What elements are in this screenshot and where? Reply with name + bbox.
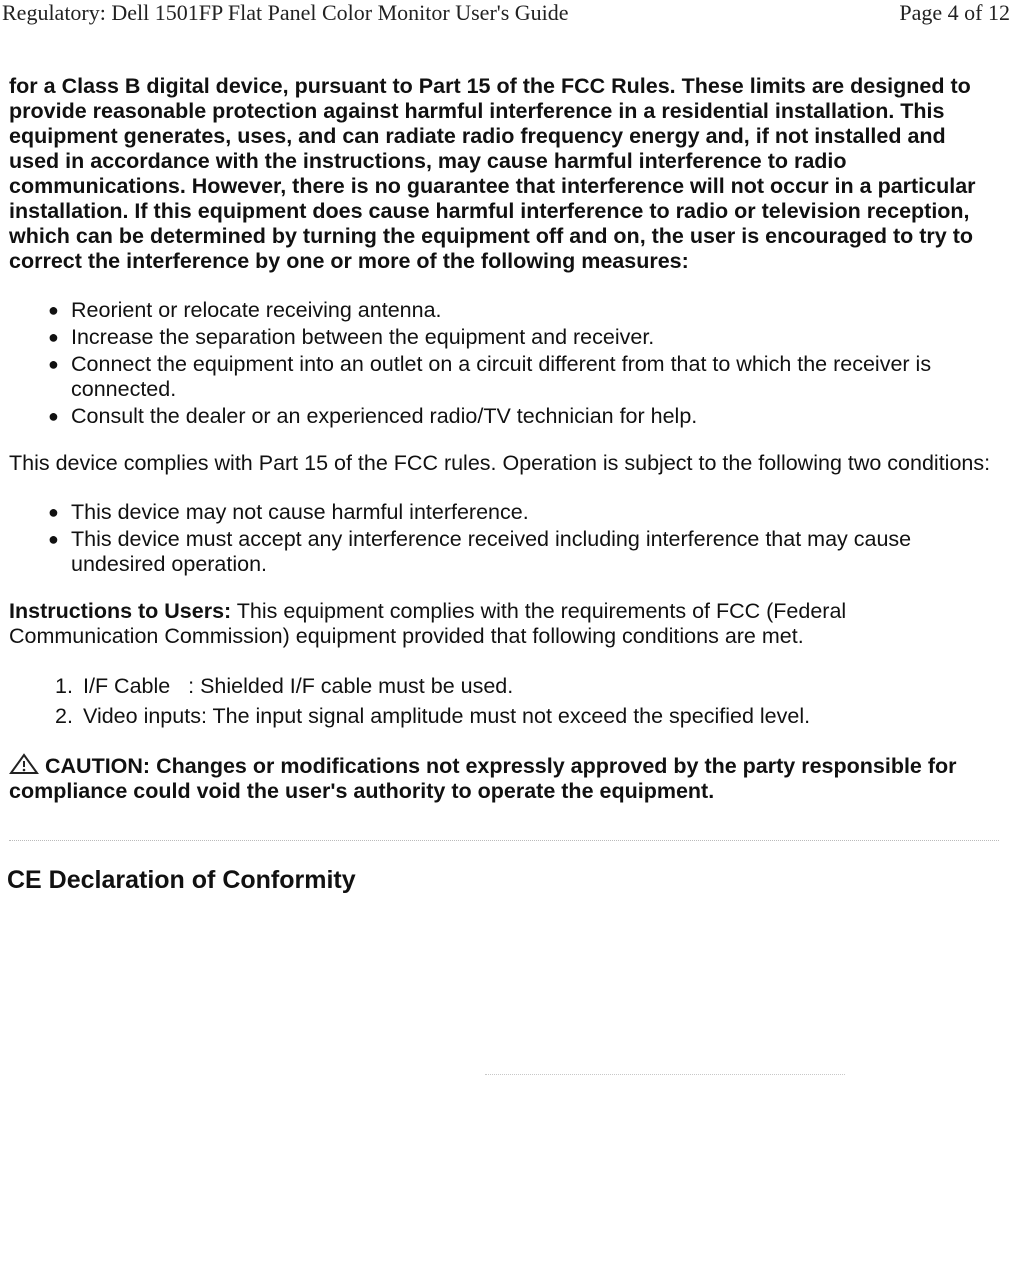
bullet-icon: ● [48, 502, 59, 522]
section-divider [9, 840, 999, 841]
list-item: ● Connect the equipment into an outlet on a circuit different from that to which the receiver is connected. [48, 352, 932, 401]
requirements-list [9, 671, 999, 731]
bullet-icon: ● [48, 327, 59, 347]
document-title: Regulatory: Dell 1501FP Flat Panel Color Monitor User's Guide [2, 0, 569, 25]
conditions-list [9, 500, 999, 577]
warning-triangle-icon [9, 753, 39, 775]
fcc-intro-paragraph: for a Class B digital device, pursuant to Part 15 of the FCC Rules. These limits are designed to provide reasonable protection against harmful interference in a residential installation. This equipment generates, uses, and can radiate radio frequency energy and, if not installed and used in accordance with the instructions, may cause harmful interference to radio communications. However, there is no guarantee that interference will not occur in a particular installation. If this equipment does cause harmful interference to radio or television reception, which can be determined by turning the equipment off and on, the user is encouraged to try to correct the interference by one or more of the following measures: [9, 74, 976, 273]
list-item: 1. I/F Cable : Shielded I/F cable must be used. [55, 674, 514, 698]
list-item: ● Increase the separation between the equipment and receiver. [48, 325, 655, 349]
list-item: ● Reorient or relocate receiving antenna. [48, 298, 442, 322]
caution-text: CAUTION: Changes or modifications not expressly approved by the party responsible for compliance could void the user's authority to operate the equipment. [9, 754, 957, 803]
interference-measures-list [9, 298, 999, 429]
page-header [2, 0, 1010, 30]
compliance-paragraph: This device complies with Part 15 of the FCC rules. Operation is subject to the following two conditions: [9, 451, 991, 475]
ce-declaration-heading: CE Declaration of Conformity [7, 866, 356, 894]
list-item: ● Consult the dealer or an experienced radio/TV technician for help. [48, 404, 698, 428]
page-number: Page 4 of 12 [899, 0, 1010, 25]
bullet-icon: ● [48, 300, 59, 320]
scan-artifact [485, 1074, 845, 1075]
bullet-icon: ● [48, 406, 59, 426]
instructions-paragraph [9, 599, 999, 649]
bullet-icon: ● [48, 354, 59, 374]
list-item: 2. Video inputs: The input signal amplitude must not exceed the specified level. [55, 704, 811, 728]
caution-notice [9, 753, 999, 804]
list-item: ● This device may not cause harmful interference. [48, 500, 529, 524]
instructions-text: This equipment complies with the requirements of FCC (Federal Communication Commission) equipment provided that following conditions are met. [9, 599, 847, 648]
bullet-icon: ● [48, 529, 59, 549]
list-item: ● This device must accept any interference received including interference that may cause undesired operation. [48, 527, 912, 576]
instructions-label: Instructions to Users: [9, 599, 232, 623]
document-body [9, 74, 999, 895]
